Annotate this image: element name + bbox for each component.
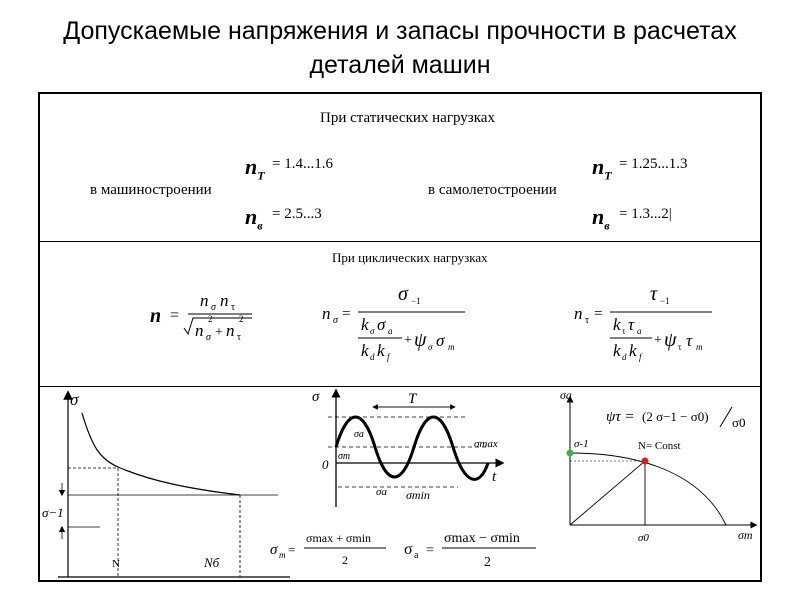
svg-text:σ: σ <box>398 283 408 305</box>
svg-text:+: + <box>404 333 412 348</box>
cycle-period-label: T <box>408 391 417 407</box>
svg-text:n: n <box>226 321 235 340</box>
svg-text:m: m <box>279 550 286 560</box>
svg-text:n: n <box>195 321 204 340</box>
haigh-diagram <box>548 387 762 582</box>
svg-text:+: + <box>654 333 662 348</box>
svg-text:n: n <box>574 304 583 323</box>
svg-text:m: m <box>696 342 703 352</box>
svg-text:(2 σ−1 − σ0): (2 σ−1 − σ0) <box>642 409 709 424</box>
svg-text:σ: σ <box>270 542 278 558</box>
cycle-sigma-max-label: σmax <box>474 438 498 450</box>
haigh-y-label: σa <box>560 388 572 402</box>
stress-cycle-diagram <box>308 387 508 517</box>
cycle-sigma-min-label: σmin <box>406 488 430 502</box>
svg-text:ψτ =: ψτ = <box>606 409 635 425</box>
total-safety-formula <box>150 291 252 343</box>
svg-text:k: k <box>361 341 369 360</box>
svg-text:2: 2 <box>342 553 348 567</box>
svg-text:τ: τ <box>585 315 590 326</box>
svg-text:τ: τ <box>650 283 658 305</box>
svg-text:σ0: σ0 <box>732 415 746 430</box>
svg-text:τ: τ <box>231 302 236 313</box>
svg-text:τ: τ <box>237 332 242 343</box>
svg-text:m: m <box>448 342 455 352</box>
svg-text:a: a <box>414 550 419 561</box>
cyclic-formulas <box>40 264 760 384</box>
n-t-value-machine: 1.4...1.6 <box>284 156 333 172</box>
svg-text:n: n <box>322 304 331 323</box>
svg-text:=: = <box>288 542 296 557</box>
psi-tau-formula <box>606 407 746 430</box>
svg-text:τ: τ <box>686 331 693 350</box>
haigh-ray <box>570 461 645 525</box>
cycle-sine-wave <box>336 417 488 479</box>
svg-text:−1: −1 <box>411 296 421 306</box>
svg-text:k: k <box>361 315 369 334</box>
svg-text:τ: τ <box>622 326 626 336</box>
n-t-value-aircraft: 1.25...1.3 <box>631 156 688 172</box>
n-t-symbol-aircraft: $n_T$ <box>592 154 612 183</box>
svg-text:=: = <box>342 306 351 322</box>
svg-text:=: = <box>594 306 603 322</box>
svg-text:σ: σ <box>211 302 216 313</box>
n-b-symbol-machine: $n_в$ <box>245 204 263 233</box>
n-t-symbol-machine: $n_T$ <box>245 154 265 183</box>
row-divider-1 <box>40 241 760 242</box>
svg-text:τ: τ <box>678 342 682 352</box>
svg-text:2: 2 <box>484 555 491 570</box>
cycle-formulas <box>266 526 556 576</box>
sigma-m-formula <box>270 531 386 567</box>
svg-text:σ: σ <box>333 315 338 326</box>
n-b-value-aircraft: 1.3...2 <box>631 206 669 222</box>
n-b-symbol-aircraft: $n_в$ <box>592 204 610 233</box>
svg-text:τ: τ <box>628 315 635 334</box>
sigma-safety-formula <box>322 283 465 362</box>
svg-text:n: n <box>150 305 162 327</box>
svg-text:k: k <box>629 341 637 360</box>
cycle-time-label: t <box>492 469 497 485</box>
svg-text:σmax + σmin: σmax + σmin <box>306 531 372 545</box>
svg-text:σ: σ <box>370 326 375 336</box>
cyclic-caption: При циклических нагрузках <box>332 250 488 265</box>
svg-text:σ: σ <box>404 541 413 558</box>
tau-safety-formula <box>574 283 712 362</box>
fatigue-curve <box>82 413 240 495</box>
haigh-curve <box>570 453 726 525</box>
svg-text:k: k <box>613 341 621 360</box>
content-frame: При статических нагрузках в машиностроении $n_T$ = 1.4...1.6 $n_в$ = 2.5...3 в самолетостроении $n_T$ = 1.25...1.3 $n_в$ = 1.3...2| При циклических нагрузках n = n σ n τ n σ 2 + n τ 2 n σ = σ −1 k σ σ a k d k f + ψ σ σ m n τ = τ −1 k τ τ a k d k f + ψ τ τ m σ σ−1 N Nб σ T 0 t σa σm σmax σmin σa σ m = σmax + σmin 2 σ a = σmax − σmin 2 σa σm σ-1 σ0 N= Const ψτ = (2 σ−1 − σ0) σ0 <box>38 92 762 582</box>
sigma-a-formula <box>404 531 536 570</box>
fatigue-curve-diagram <box>40 387 295 582</box>
svg-text:f: f <box>387 352 390 362</box>
cycle-sigma-m-label: σm <box>338 451 351 462</box>
svg-text:ψ: ψ <box>664 329 677 351</box>
svg-text:σ: σ <box>428 342 433 352</box>
cycle-sigma-a2-label: σa <box>376 486 387 498</box>
svg-text:ψ: ψ <box>414 329 427 351</box>
svg-text:σ: σ <box>377 315 386 334</box>
sigma0-point <box>642 458 649 465</box>
cycle-sigma-a-label: σa <box>354 429 364 440</box>
svg-text:a: a <box>637 326 642 336</box>
fatigue-n-label: N <box>112 558 120 570</box>
svg-text:+: + <box>215 325 223 340</box>
svg-text:a: a <box>388 326 393 336</box>
svg-text:d: d <box>622 352 627 362</box>
page-title: Допускаемые напряжения и запасы прочности в расчетах деталей машин <box>63 17 737 79</box>
haigh-x-label: σm <box>738 528 753 542</box>
svg-text:2: 2 <box>208 314 213 324</box>
fatigue-nb-label: Nб <box>204 555 220 570</box>
svg-text:σmax − σmin: σmax − σmin <box>444 531 520 546</box>
n-b-value-machine: 2.5...3 <box>284 206 322 222</box>
svg-text:k: k <box>613 315 621 334</box>
svg-text:n: n <box>200 291 209 310</box>
svg-text:d: d <box>370 352 375 362</box>
svg-text:=: = <box>170 307 180 324</box>
machine-building-label: в машиностроении <box>90 182 212 198</box>
svg-text:σ: σ <box>436 331 445 350</box>
cycle-zero-label: 0 <box>322 457 329 472</box>
haigh-sigma-minus1-label: σ-1 <box>574 438 589 450</box>
svg-text:−1: −1 <box>660 296 670 306</box>
svg-text:f: f <box>639 352 642 362</box>
svg-text:σ: σ <box>206 332 211 343</box>
static-caption: При статических нагрузках <box>320 110 495 126</box>
svg-text:=: = <box>426 543 434 558</box>
fatigue-sigma-limit-label: σ−1 <box>42 505 64 520</box>
cycle-sigma-label: σ <box>312 389 320 405</box>
haigh-const-label: N= Const <box>638 440 681 452</box>
sigma-minus1-point <box>567 450 574 457</box>
aircraft-label: в самолетостроении <box>428 182 557 198</box>
svg-text:k: k <box>377 341 385 360</box>
haigh-sigma0-label: σ0 <box>638 532 649 544</box>
svg-text:2: 2 <box>239 314 244 324</box>
svg-text:n: n <box>220 291 229 310</box>
fatigue-y-label: σ <box>70 390 79 409</box>
